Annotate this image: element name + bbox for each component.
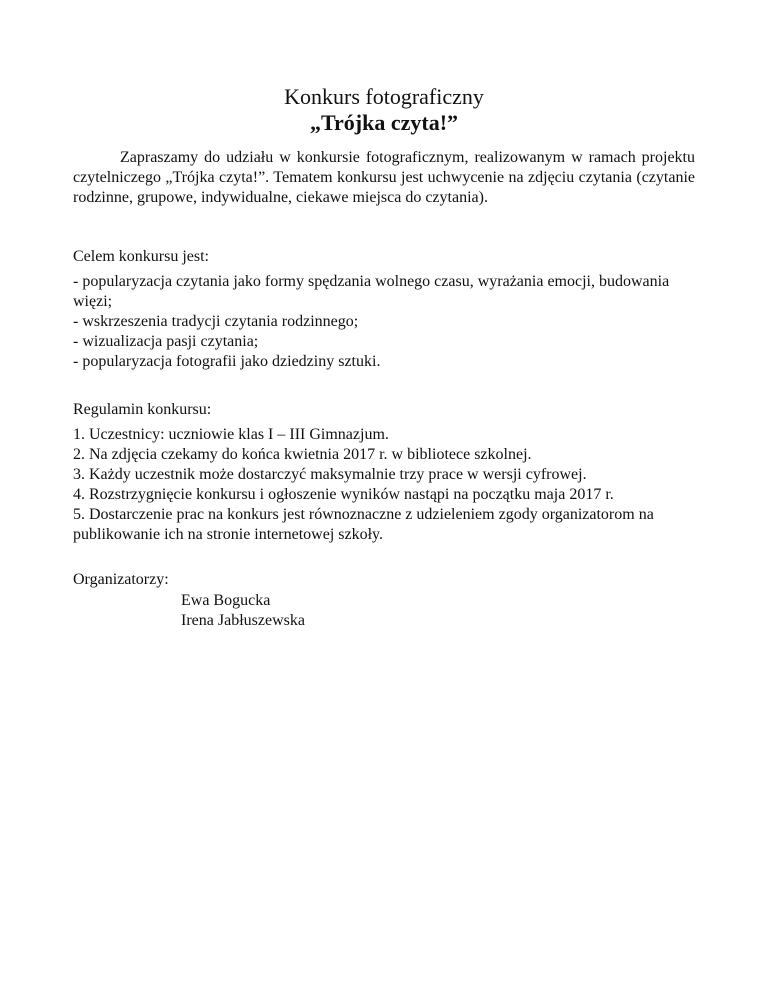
list-item: - wizualizacja pasji czytania; <box>73 333 259 350</box>
organizer-name: Ewa Bogucka <box>181 592 271 609</box>
organizers-list <box>181 591 305 631</box>
list-item: 1. Uczestnicy: uczniowie klas I – III Gimnazjum. <box>73 426 389 443</box>
intro-paragraph: Zapraszamy do udziału w konkursie fotograficznym, realizowanym w ramach projektu czytelniczego „Trójka czyta!”. Tematem konkursu jest uchwycenie na zdjęciu czytania (czytanie rodzinne, grupowe, indywidualne, ciekawe miejsca do czytania). <box>73 149 695 206</box>
organizer-name: Irena Jabłuszewska <box>181 612 305 629</box>
goals-heading: Celem konkursu jest: <box>73 248 209 265</box>
list-item: 4. Rozstrzygnięcie konkursu i ogłoszenie wyników nastąpi na początku maja 2017 r. <box>73 486 614 503</box>
list-item: 5. Dostarczenie prac na konkurs jest równoznaczne z udzieleniem zgody organizatorom na publikowanie ich na stronie internetowej szkoły. <box>73 506 654 543</box>
page-subtitle: „Trójka czyta!” <box>309 110 459 135</box>
rules-list <box>73 425 703 545</box>
rules-heading: Regulamin konkursu: <box>73 401 212 418</box>
list-item: 3. Każdy uczestnik może dostarczyć maksymalnie trzy prace w wersji cyfrowej. <box>73 466 587 483</box>
organizers-heading: Organizatorzy: <box>73 571 169 588</box>
list-item: - popularyzacja czytania jako formy spędzania wolnego czasu, wyrażania emocji, budowania więzi; <box>73 273 670 310</box>
page-title: Konkurs fotograficzny <box>284 84 484 109</box>
list-item: - wskrzeszenia tradycji czytania rodzinnego; <box>73 313 359 330</box>
goals-list <box>73 272 703 372</box>
list-item: 2. Na zdjęcia czekamy do końca kwietnia 2017 r. w bibliotece szkolnej. <box>73 446 532 463</box>
list-item: - popularyzacja fotografii jako dziedziny sztuki. <box>73 353 381 370</box>
